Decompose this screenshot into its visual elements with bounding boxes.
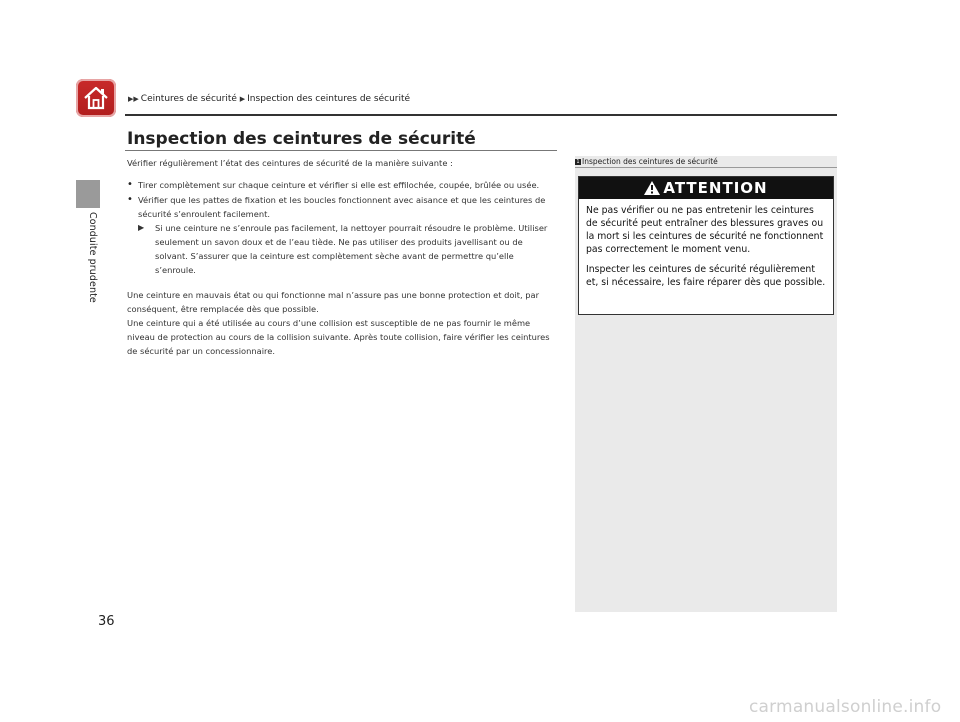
arrow-icon: ▶ <box>138 223 145 232</box>
side-note-heading-text: Inspection des ceintures de sécurité <box>582 157 718 166</box>
title-divider <box>125 150 557 151</box>
breadcrumb-link-2[interactable]: Inspection des ceintures de sécurité <box>247 94 411 104</box>
warning-body <box>579 199 833 301</box>
breadcrumb-link-1[interactable]: Ceintures de sécurité <box>140 94 237 104</box>
bullet-item: • Tirer complètement sur chaque ceinture et vérifier si elle est effilochée, coupée, brûlée ou usée. <box>127 178 557 192</box>
chapter-tab[interactable] <box>76 180 100 208</box>
page-title: Inspection des ceintures de sécurité <box>127 129 476 149</box>
sub-note <box>127 221 557 277</box>
breadcrumb-arrow-icon: ▶▶ <box>128 95 139 103</box>
header-divider <box>125 114 837 116</box>
bullet-item: • Vérifier que les pattes de fixation et les boucles fonctionnent avec aisance et que les ceintures de sécurité s’enroulent facilement. <box>127 193 557 221</box>
chapter-label: Conduite prudente <box>87 212 98 303</box>
side-notes-panel <box>575 156 837 612</box>
paragraph: Une ceinture qui a été utilisée au cours d’une collision est susceptible de ne pas fournir le même niveau de protection au cours de la collision suivante. Après toute collision, faire vérifier les ceintures de sécurité par un concessionnaire. <box>127 318 550 356</box>
warning-triangle-icon <box>644 181 660 195</box>
breadcrumb <box>128 94 410 104</box>
warning-box <box>578 176 834 315</box>
page-number: 36 <box>98 614 115 629</box>
breadcrumb-arrow-icon: ▶ <box>239 95 246 103</box>
warning-header <box>579 177 833 199</box>
home-button[interactable] <box>76 79 116 117</box>
side-note-heading <box>575 156 837 168</box>
sub-note-text: Si une ceinture ne s’enroule pas facilement, la nettoyer pourrait résoudre le problème. Utiliser seulement un savon doux et de l’eau tiède. Ne pas utiliser des produits javellisant ou de solvant. S’assurer que la ceinture est complètement sèche avant de permettre qu’elle s’enroule. <box>155 223 548 275</box>
watermark: carmanualsonline.info <box>749 697 942 717</box>
paragraph: Une ceinture en mauvais état ou qui fonctionne mal n’assure pas une bonne protection et doit, par conséquent, être remplacée dès que possible. <box>127 290 540 314</box>
warning-title: ATTENTION <box>663 179 768 197</box>
main-content <box>127 156 557 358</box>
intro-text: Vérifier régulièrement l’état des ceintures de sécurité de la manière suivante : <box>127 158 453 168</box>
warning-text: Ne pas vérifier ou ne pas entretenir les ceintures de sécurité peut entraîner des blessures graves ou la mort si les ceintures de sécurité ne fonctionnent pas correctement le moment venu. <box>586 205 824 255</box>
reference-number-icon: 1 <box>576 159 580 165</box>
home-icon <box>82 84 110 112</box>
warning-text: Inspecter les ceintures de sécurité régulièrement et, si nécessaire, les faire réparer dès que possible. <box>586 264 826 288</box>
